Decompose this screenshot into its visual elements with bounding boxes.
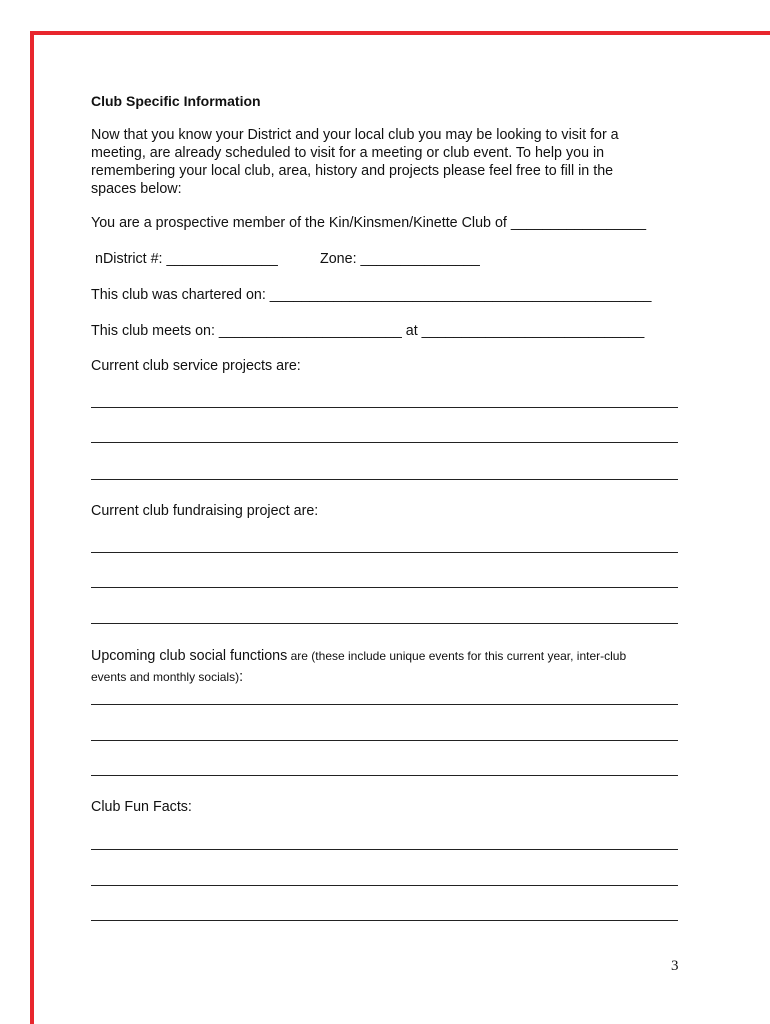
social-functions-note: are (these include unique events for this current year, inter-club [287, 649, 627, 663]
prospective-member-field[interactable]: You are a prospective member of the Kin/Kinsmen/Kinette Club of _________________ [91, 215, 647, 231]
intro-line-1: Now that you know your District and your local club you may be looking to visit for a [91, 127, 619, 143]
district-field[interactable]: nDistrict #: ______________ [95, 251, 278, 267]
fundraising-line-2[interactable] [91, 587, 678, 588]
social-functions-line-1[interactable] [91, 704, 678, 705]
social-functions-line-3[interactable] [91, 775, 678, 776]
chartered-date-field[interactable]: This club was chartered on: ________________________________________________ [91, 287, 652, 303]
service-projects-line-3[interactable] [91, 479, 678, 480]
page-border-left [30, 31, 34, 1024]
fundraising-label: Current club fundraising project are: [91, 503, 319, 519]
social-functions-label-cont [91, 668, 243, 686]
page-border-top [30, 31, 770, 35]
social-functions-note-cont: events and monthly socials) [91, 670, 240, 684]
fundraising-line-1[interactable] [91, 552, 678, 553]
service-projects-label: Current club service projects are: [91, 358, 301, 374]
zone-field[interactable]: Zone: _______________ [320, 251, 480, 267]
social-functions-colon: : [239, 669, 244, 685]
service-projects-line-2[interactable] [91, 442, 678, 443]
social-functions-label [91, 647, 626, 665]
intro-line-2: meeting, are already scheduled to visit for a meeting or club event. To help you in [91, 145, 605, 161]
intro-line-3: remembering your local club, area, history and projects please feel free to fill in the [91, 163, 614, 179]
meeting-details-field[interactable]: This club meets on: _______________________ at ____________________________ [91, 323, 645, 339]
page-number: 3 [671, 958, 679, 974]
service-projects-line-1[interactable] [91, 407, 678, 408]
fun-facts-line-2[interactable] [91, 885, 678, 886]
fundraising-line-3[interactable] [91, 623, 678, 624]
social-functions-title: Upcoming club social functions [91, 648, 288, 664]
fun-facts-line-3[interactable] [91, 920, 678, 921]
intro-line-4: spaces below: [91, 181, 182, 197]
fun-facts-label: Club Fun Facts: [91, 799, 192, 815]
fun-facts-line-1[interactable] [91, 849, 678, 850]
section-heading: Club Specific Information [91, 93, 261, 109]
social-functions-line-2[interactable] [91, 740, 678, 741]
